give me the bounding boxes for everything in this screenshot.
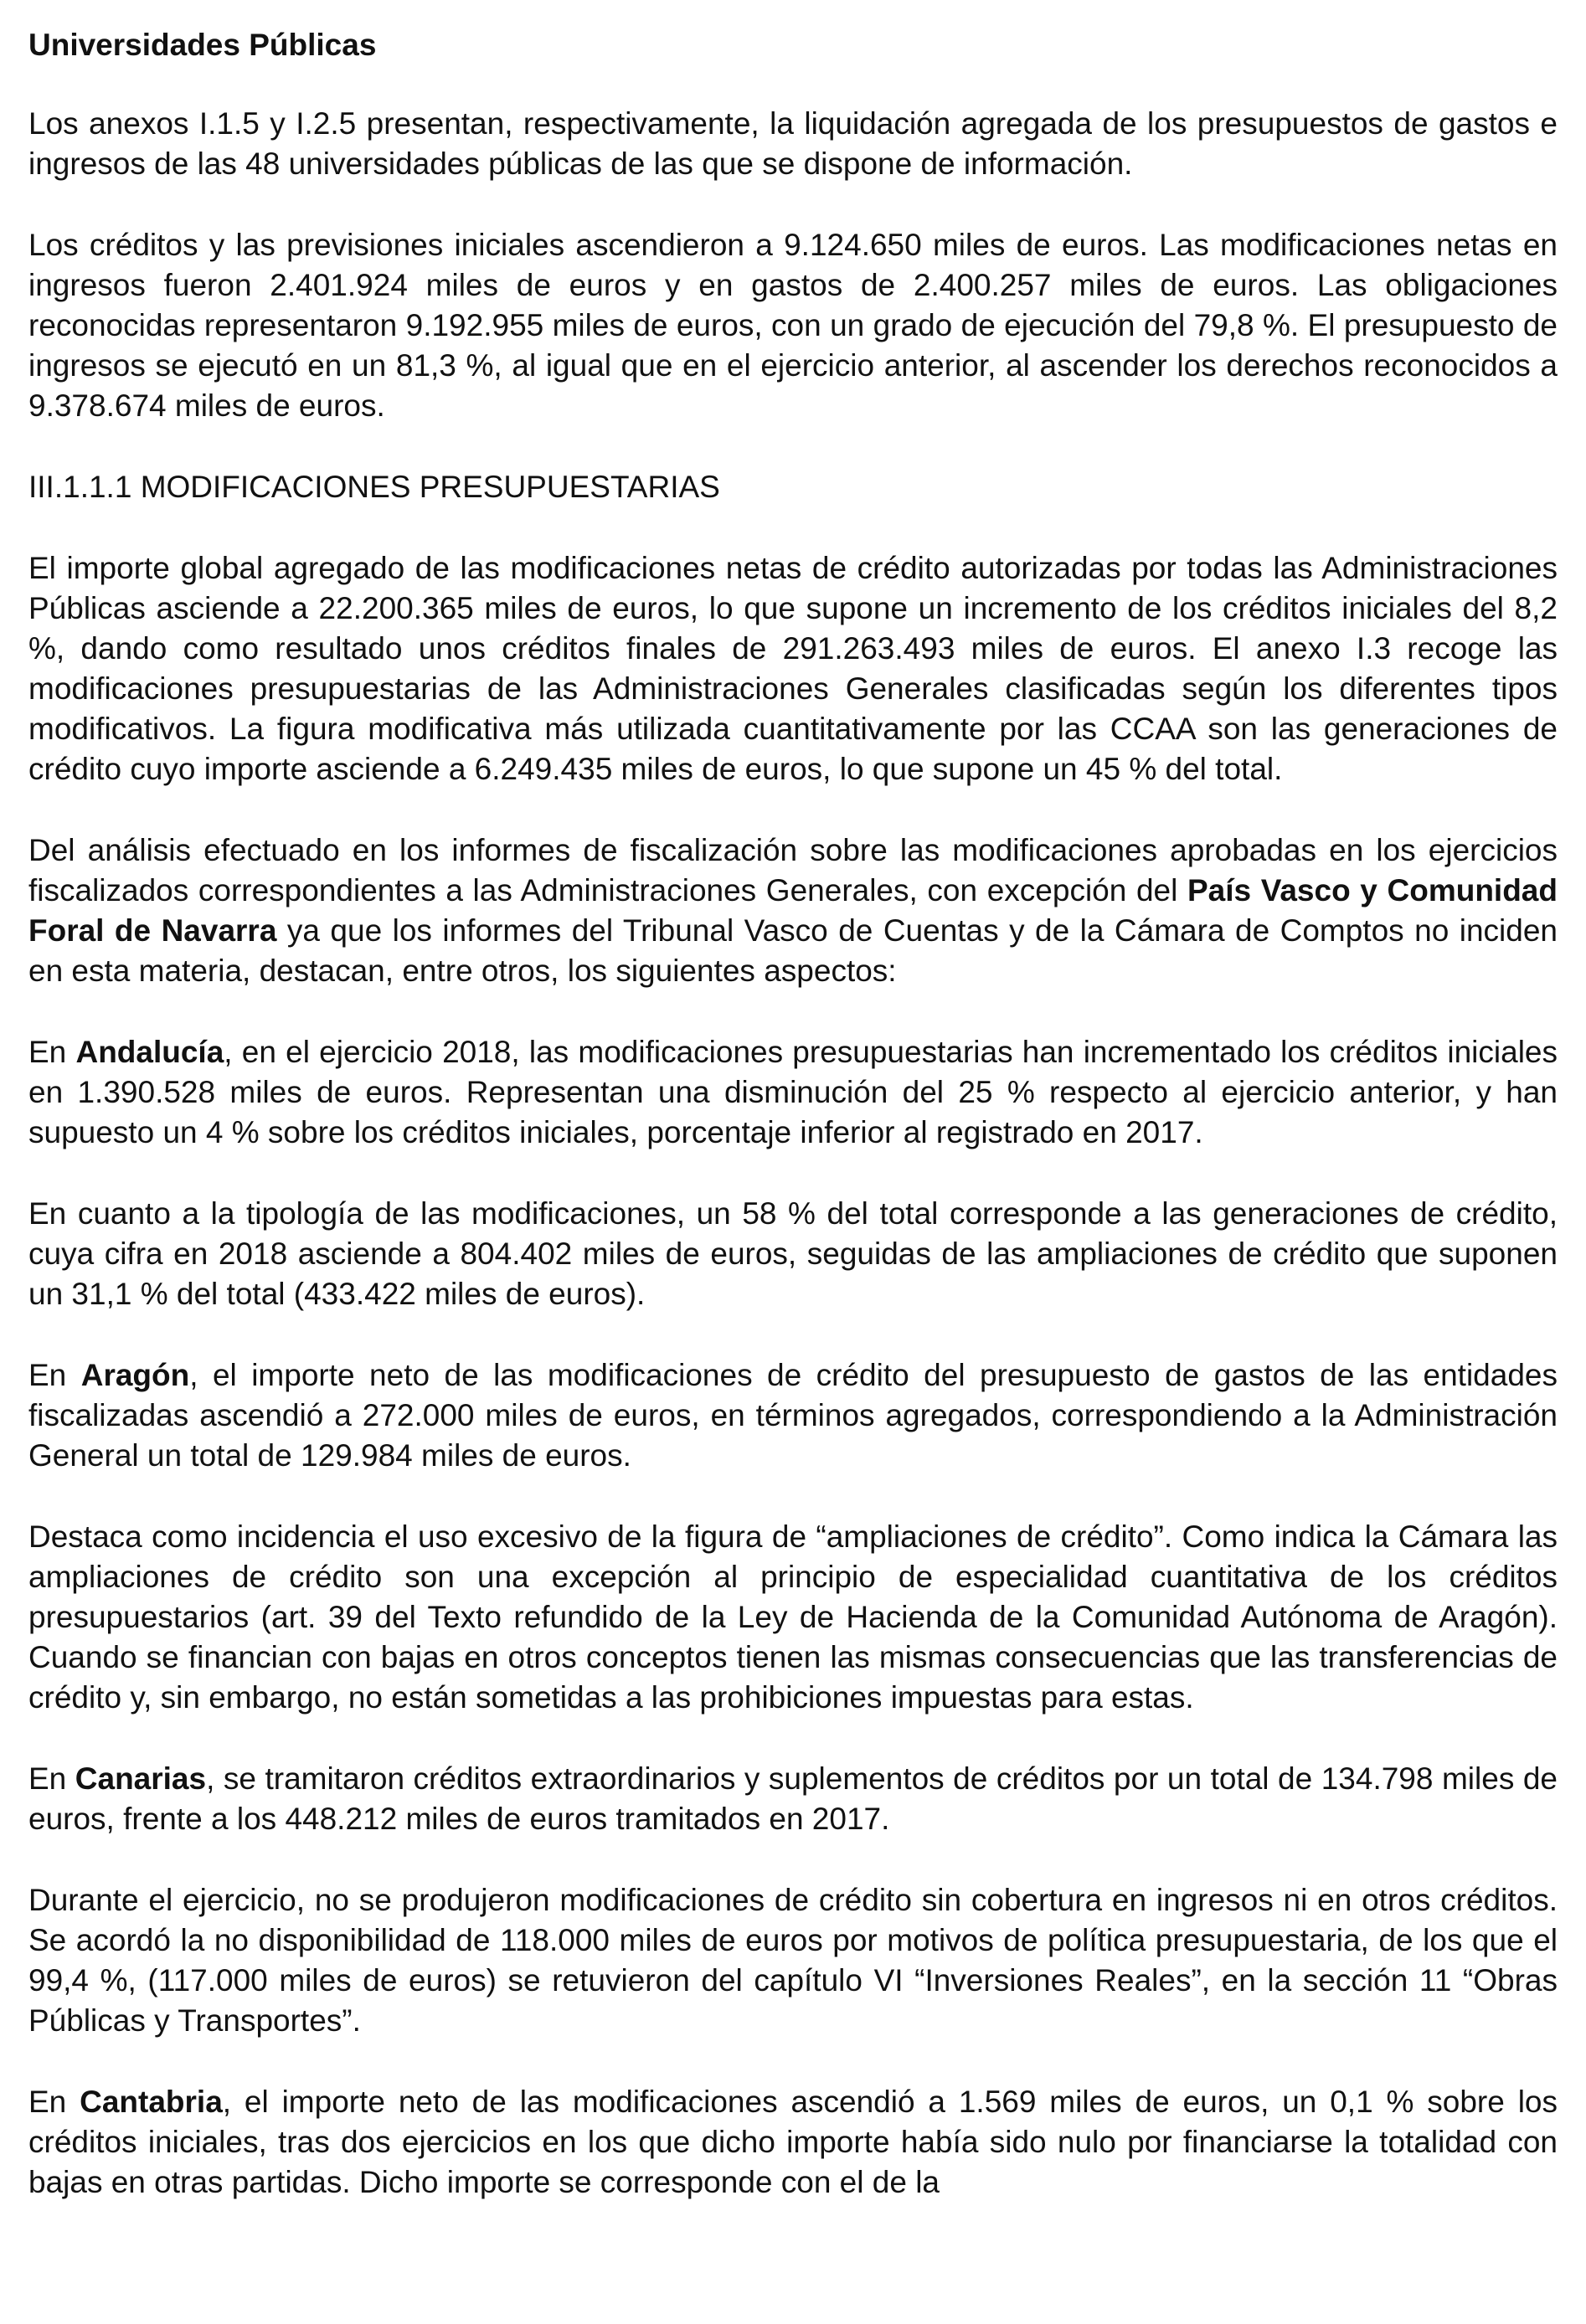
paragraph-andalucia <box>28 1032 1558 1153</box>
bold-region-name: Andalucía <box>75 1035 224 1069</box>
text-segment: En <box>28 1358 81 1392</box>
text-segment: , en el ejercicio 2018, las modificaciones presupuestarias han incrementado los créditos iniciales en 1.390.528 miles de euros. Representan una disminución del 25 % respecto al ejercicio anterior, y han supuesto un 4 % sobre los créditos iniciales, porcentaje inferior al registrado en 2017. <box>28 1035 1558 1149</box>
bold-region-name: Aragón <box>80 1358 190 1392</box>
text-segment: Del análisis efectuado en los informes de fiscalización sobre las modificaciones aprobadas en los ejercicios fiscalizados correspondientes a las Administraciones Generales, con excepción del <box>28 833 1558 907</box>
paragraph-analisis <box>28 830 1558 991</box>
bold-region-name: Canarias <box>75 1761 207 1796</box>
subsection-title: III.1.1.1 MODIFICACIONES PRESUPUESTARIAS <box>28 470 720 504</box>
text-segment: , el importe neto de las modificaciones de crédito del presupuesto de gastos de las entidades fiscalizadas ascendió a 272.000 miles de euros, en términos agregados, correspondiendo a la Administración General un total de 129.984 miles de euros. <box>28 1358 1558 1473</box>
document-page <box>28 25 1558 2203</box>
paragraph-creditos-previsiones: Los créditos y las previsiones iniciales ascendieron a 9.124.650 miles de euros. Las modificaciones netas en ingresos fueron 2.401.924 miles de euros y en gastos de 2.400.257 miles de euros. Las obligaciones reconocidas representaron 9.192.955 miles de euros, con un grado de ejecución del 79,8 %. El presupuesto de ingresos se ejecutó en un 81,3 %, al igual que en el ejercicio anterior, al ascender los derechos reconocidos a 9.378.674 miles de euros. <box>28 228 1558 423</box>
text-segment: , el importe neto de las modificaciones ascendió a 1.569 miles de euros, un 0,1 % sobre los créditos iniciales, tras dos ejercicios en los que dicho importe había sido nulo por financiarse la totalidad con bajas en otras partidas. Dicho importe se corresponde con el de la <box>28 2085 1558 2199</box>
paragraph-aragon <box>28 1355 1558 1476</box>
paragraph-canarias <box>28 1759 1558 1839</box>
paragraph-durante-ejercicio: Durante el ejercicio, no se produjeron modificaciones de crédito sin cobertura en ingresos ni en otros créditos. Se acordó la no disponibilidad de 118.000 miles de euros por motivos de política presupuestaria, de los que el 99,4 %, (117.000 miles de euros) se retuvieron del capítulo VI “Inversiones Reales”, en la sección 11 “Obras Públicas y Transportes”. <box>28 1883 1558 2038</box>
paragraph-anexos: Los anexos I.1.5 y I.2.5 presentan, respectivamente, la liquidación agregada de los presupuestos de gastos e ingresos de las 48 universidades públicas de las que se dispone de información. <box>28 106 1558 181</box>
paragraph-incidencia: Destaca como incidencia el uso excesivo de la figura de “ampliaciones de crédito”. Como indica la Cámara las ampliaciones de crédito son una excepción al principio de especialidad cuantitativa de los créditos presupuestarios (art. 39 del Texto refundido de la Ley de Hacienda de la Comunidad Autónoma de Aragón). Cuando se financian con bajas en otros conceptos tienen las mismas consecuencias que las transferencias de crédito y, sin embargo, no están sometidas a las prohibiciones impuestas para estas. <box>28 1519 1558 1715</box>
text-segment: ya que los informes del Tribunal Vasco de Cuentas y de la Cámara de Comptos no inciden en esta materia, destacan, entre otros, los siguientes aspectos: <box>28 913 1558 988</box>
text-segment: En <box>28 1761 75 1796</box>
text-segment: , se tramitaron créditos extraordinarios y suplementos de créditos por un total de 134.798 miles de euros, frente a los 448.212 miles de euros tramitados en 2017. <box>28 1761 1558 1836</box>
text-segment: En <box>28 2085 80 2119</box>
bold-region-name: Cantabria <box>80 2085 223 2119</box>
section-heading: Universidades Públicas <box>28 28 377 62</box>
bold-region-name: País Vasco y Comunidad Foral de Navarra <box>28 873 1558 948</box>
paragraph-tipologia: En cuanto a la tipología de las modificaciones, un 58 % del total corresponde a las generaciones de crédito, cuya cifra en 2018 asciende a 804.402 miles de euros, seguidas de las ampliaciones de crédito que suponen un 31,1 % del total (433.422 miles de euros). <box>28 1196 1558 1311</box>
text-segment: En <box>28 1035 76 1069</box>
paragraph-importe-global: El importe global agregado de las modificaciones netas de crédito autorizadas por todas las Administraciones Públicas asciende a 22.200.365 miles de euros, lo que supone un incremento de los créditos iniciales del 8,2 %, dando como resultado unos créditos finales de 291.263.493 miles de euros. El anexo I.3 recoge las modificaciones presupuestarias de las Administraciones Generales clasificadas según los diferentes tipos modificativos. La figura modificativa más utilizada cuantitativamente por las CCAA son las generaciones de crédito cuyo importe asciende a 6.249.435 miles de euros, lo que supone un 45 % del total. <box>28 551 1558 786</box>
paragraph-cantabria <box>28 2082 1558 2203</box>
